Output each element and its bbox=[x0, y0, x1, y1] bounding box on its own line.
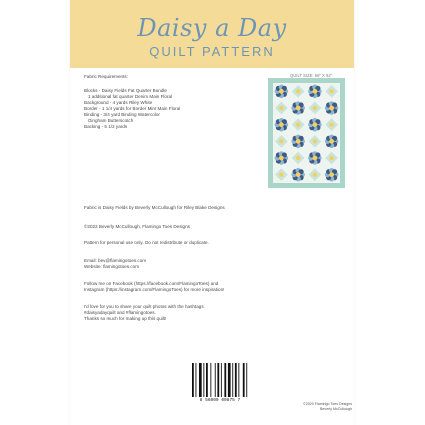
fabric-line: Border - 1 1/4 yards for Border Mint Main Floral bbox=[84, 106, 181, 111]
star-center bbox=[296, 89, 300, 93]
star-center bbox=[279, 139, 283, 143]
daisy-center bbox=[296, 106, 301, 111]
star-center bbox=[296, 156, 300, 160]
share-line: I'd love for you to share your quilt photos with the hashtags bbox=[84, 304, 204, 309]
barcode-bar bbox=[235, 363, 237, 397]
website-line: Website: flamingotoes.com bbox=[84, 264, 140, 269]
barcode-bar bbox=[232, 363, 233, 397]
star-center bbox=[279, 106, 283, 110]
fabric-credit: Fabric is Daisy Fields by Beverly McCullough for Riley Blake Designs bbox=[84, 205, 225, 210]
daisy-center bbox=[296, 139, 301, 144]
fabric-line: Binding - 3/4 yard Binding Watercolor bbox=[84, 112, 160, 117]
barcode-bars bbox=[192, 363, 248, 397]
quilt-illustration bbox=[268, 78, 345, 188]
daisy-center bbox=[279, 89, 284, 94]
daisy-center bbox=[312, 122, 317, 127]
star-center bbox=[279, 172, 283, 176]
social-line: Follow me on Facebook (https://facebook.com/FlamingoToes) and bbox=[84, 281, 219, 286]
barcode-number: 8 56000 00875 7 bbox=[199, 398, 241, 403]
footer-copyright-line: ©2020 Flamingo Toes Designs bbox=[303, 402, 352, 406]
barcode-bar bbox=[246, 363, 247, 397]
social-line: Instagram (https://instagram.com/FlamingoToes) for more inspiration! bbox=[84, 287, 225, 292]
barcode bbox=[188, 360, 252, 406]
barcode-bar bbox=[215, 363, 216, 397]
copyright-line: ©2022 Beverly McCullough, Flamingo Toes Designs bbox=[84, 224, 190, 229]
daisy-center bbox=[312, 89, 317, 94]
barcode-bar bbox=[196, 363, 197, 397]
star-center bbox=[313, 106, 317, 110]
daisy-center bbox=[329, 106, 334, 111]
footer-copyright bbox=[292, 402, 352, 411]
barcode-bar bbox=[203, 363, 204, 397]
barcode-bar bbox=[221, 363, 222, 397]
star-center bbox=[329, 122, 333, 126]
star-center bbox=[329, 89, 333, 93]
daisy-center bbox=[329, 139, 334, 144]
daisy-center bbox=[296, 172, 301, 177]
daisy-center bbox=[279, 122, 284, 127]
barcode-bar bbox=[224, 363, 226, 397]
barcode-bar bbox=[228, 363, 231, 397]
fabric-requirements-heading: Fabric Requirements: bbox=[84, 74, 128, 79]
thanks-line: Thanks so much for making up this quilt! bbox=[84, 316, 167, 321]
personal-use-notice: Pattern for personal use only. Do not redistribute or duplicate. bbox=[84, 240, 209, 245]
star-center bbox=[296, 122, 300, 126]
daisy-center bbox=[329, 172, 334, 177]
star-center bbox=[313, 139, 317, 143]
star-center bbox=[313, 172, 317, 176]
fabric-line: Gingham Butterscotch bbox=[84, 118, 134, 123]
quilt-size-label: QUILT SIZE: 68" X 92" bbox=[290, 73, 333, 78]
barcode-bar bbox=[243, 363, 245, 397]
pattern-subtitle: QUILT PATTERN bbox=[149, 44, 275, 59]
star-center bbox=[329, 156, 333, 160]
barcode-bar bbox=[210, 363, 211, 397]
fabric-line: Blocks - Daisy Fields Fat Quarter Bundle bbox=[84, 88, 167, 93]
daisy-center bbox=[312, 156, 317, 161]
email-line: Email: bev@flamingotoes.com bbox=[84, 258, 147, 263]
fabric-line: Backing - 5 1/2 yards bbox=[84, 124, 128, 129]
barcode-bar bbox=[238, 363, 239, 397]
barcode-bar bbox=[192, 363, 194, 397]
barcode-bar bbox=[199, 363, 202, 397]
fabric-line: Background - 4 yards Riley White bbox=[84, 100, 153, 105]
barcode-bar bbox=[206, 363, 208, 397]
barcode-bar bbox=[217, 363, 219, 397]
pattern-title: Daisy a Day bbox=[137, 14, 287, 42]
footer-copyright-line: Beverly McCullough bbox=[320, 406, 352, 411]
fabric-line: 1 additional fat quarter Denim Main Floral bbox=[84, 94, 173, 99]
daisy-center bbox=[279, 156, 284, 161]
pattern-back-cover bbox=[70, 0, 354, 425]
header-banner bbox=[70, 0, 354, 68]
share-line: #daisyadayquilt and #flamingotoes. bbox=[84, 310, 156, 315]
